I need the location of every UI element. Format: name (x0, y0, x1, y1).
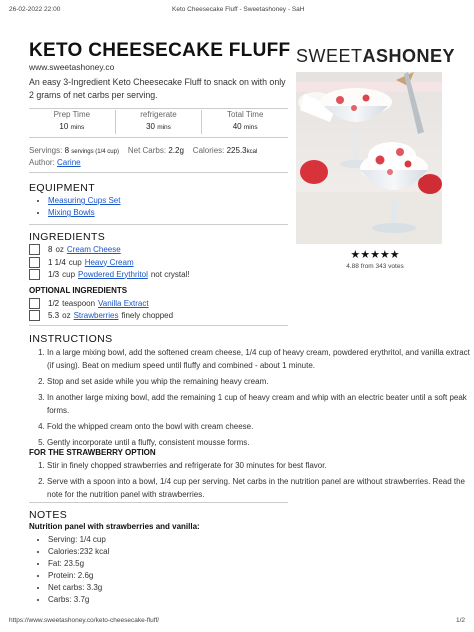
calories-value: 225.3 (226, 146, 247, 155)
note-item: • Protein: 2.6g (48, 570, 109, 582)
ingredient-link[interactable]: Vanilla Extract (98, 298, 149, 308)
recipe-author (29, 158, 81, 167)
ingredient-checkbox[interactable] (29, 298, 40, 309)
divider (29, 108, 288, 109)
equipment-heading: EQUIPMENT (29, 182, 96, 194)
print-page-title: Keto Cheesecake Fluff - Sweetashoney - SaH (172, 6, 305, 13)
site-logo: SWEETASHONEY (296, 46, 456, 66)
print-datetime: 26-02-2022 22:00 (9, 6, 61, 13)
time-value: 10 (59, 122, 69, 131)
note-item: • Net carbs: 3.3g (48, 582, 109, 594)
note-item: • Carbs: 3.7g (48, 594, 109, 606)
ingredient-link[interactable]: Strawberries (73, 310, 119, 320)
instruction-step: 5. Gently incorporate until a fluffy, consistent mousse forms. (47, 436, 470, 449)
print-page-number: 1/2 (455, 617, 465, 624)
ingredient-link[interactable]: Powdered Erythritol (78, 269, 148, 279)
servings-label: Servings: (29, 146, 63, 155)
recipe-meta (29, 146, 257, 155)
servings-value[interactable]: 8 (64, 146, 70, 155)
time-value: 30 (146, 122, 155, 131)
ingredients-heading: INGREDIENTS (29, 231, 106, 243)
divider (29, 172, 288, 173)
recipe-rating (340, 248, 410, 270)
prep-time (29, 110, 116, 134)
ingredient-row: 1/3 cup Powdered Erythritol not crystal! (29, 268, 190, 280)
time-label: Prep Time (53, 110, 91, 119)
site-url[interactable]: www.sweetashoney.co (29, 62, 115, 72)
instructions-list (29, 346, 470, 452)
instruction-step: 4. Fold the whipped cream onto the bowl with cream cheese. (47, 420, 470, 433)
note-item: • Fat: 23.5g (48, 558, 109, 570)
time-value: 40 (232, 122, 242, 131)
calories-unit: kcal (246, 149, 258, 155)
note-item: • Calories:232 kcal (48, 546, 109, 558)
ingredient-checkbox[interactable] (29, 257, 40, 268)
divider (29, 325, 288, 326)
time-label: Total Time (226, 110, 264, 119)
net-carbs-value: 2.2g (168, 146, 184, 155)
recipe-photo (296, 72, 442, 244)
recipe-description: An easy 3-Ingredient Keto Cheesecake Fluff to snack on with only 2 grams of net carbs per serving. (29, 77, 286, 100)
ingredient-link[interactable]: Cream Cheese (66, 244, 121, 254)
strawberry-steps-list (29, 459, 470, 504)
refrigerate-time (116, 110, 203, 134)
ingredient-note: not crystal! (150, 269, 190, 279)
time-unit: mins (70, 124, 85, 131)
notes-list (29, 534, 109, 606)
notes-subheading: Nutrition panel with strawberries and vanilla: (29, 522, 200, 531)
instruction-step: 1. Stir in finely chopped strawberries and refrigerate for 30 minutes for best flavor. (47, 459, 470, 472)
equipment-item: • Measuring Cups Set (48, 195, 120, 207)
equipment-item: • Mixing Bowls (48, 207, 120, 219)
ingredient-row: 8 oz Cream Cheese (29, 243, 121, 255)
recipe-title: KETO CHEESECAKE FLUFF (29, 40, 291, 61)
ingredient-checkbox[interactable] (29, 269, 40, 280)
instruction-step: 3. In another large mixing bowl, add the remaining 1 cup of heavy cream and whip with an electric beater until a soft peak forms. (47, 391, 470, 417)
note-item: • Serving: 1/4 cup (48, 534, 109, 546)
print-url: https://www.sweetashoney.co/keto-cheesecake-fluff/ (9, 617, 160, 624)
recipe-times (29, 110, 288, 134)
net-carbs-label: Net Carbs: (127, 146, 167, 155)
optional-ingredients-heading: OPTIONAL INGREDIENTS (29, 286, 128, 295)
equipment-list (29, 195, 120, 219)
calories-label: Calories: (192, 146, 225, 155)
ingredient-checkbox[interactable] (29, 310, 40, 321)
notes-heading: NOTES (29, 509, 68, 521)
ingredient-row: 5.3 oz Strawberries finely chopped (29, 309, 173, 321)
divider (29, 502, 288, 503)
ingredient-checkbox[interactable] (29, 244, 40, 255)
ingredient-row: 1/2 teaspoon Vanilla Extract (29, 297, 149, 309)
servings-unit: servings (1/4 cup) (71, 149, 119, 155)
ingredient-note: finely chopped (121, 310, 174, 320)
instruction-step: 2. Serve with a spoon into a bowl, 1/4 cup per serving. Net carbs in the nutrition panel are without strawberries. Read the note for the nutrition panel with strawberries. (47, 475, 470, 501)
time-unit: mins (243, 124, 258, 131)
time-unit: mins (157, 124, 171, 131)
strawberry-option-heading: FOR THE STRAWBERRY OPTION (29, 448, 156, 457)
author-link[interactable]: Carine (57, 158, 81, 167)
total-time (202, 110, 288, 134)
author-label: Author: (29, 158, 55, 167)
rating-votes: 4.88 from 343 votes (346, 263, 404, 270)
time-label: refrigerate (140, 110, 177, 119)
instruction-step: 1. In a large mixing bowl, add the softened cream cheese, 1/4 cup of heavy cream, powdered erythritol, and vanilla extract (if using). Beat on medium speed until fluffy and combined - about 1 minute. (47, 346, 470, 372)
ingredient-row: 1 1/4 cup Heavy Cream (29, 256, 134, 268)
instruction-step: 2. Stop and set aside while you whip the remaining heavy cream. (47, 375, 470, 388)
star-rating-icon[interactable]: ★★★★★ (350, 249, 400, 261)
ingredient-link[interactable]: Heavy Cream (84, 257, 134, 267)
divider (29, 137, 288, 138)
instructions-heading: INSTRUCTIONS (29, 333, 113, 345)
divider (29, 224, 288, 225)
